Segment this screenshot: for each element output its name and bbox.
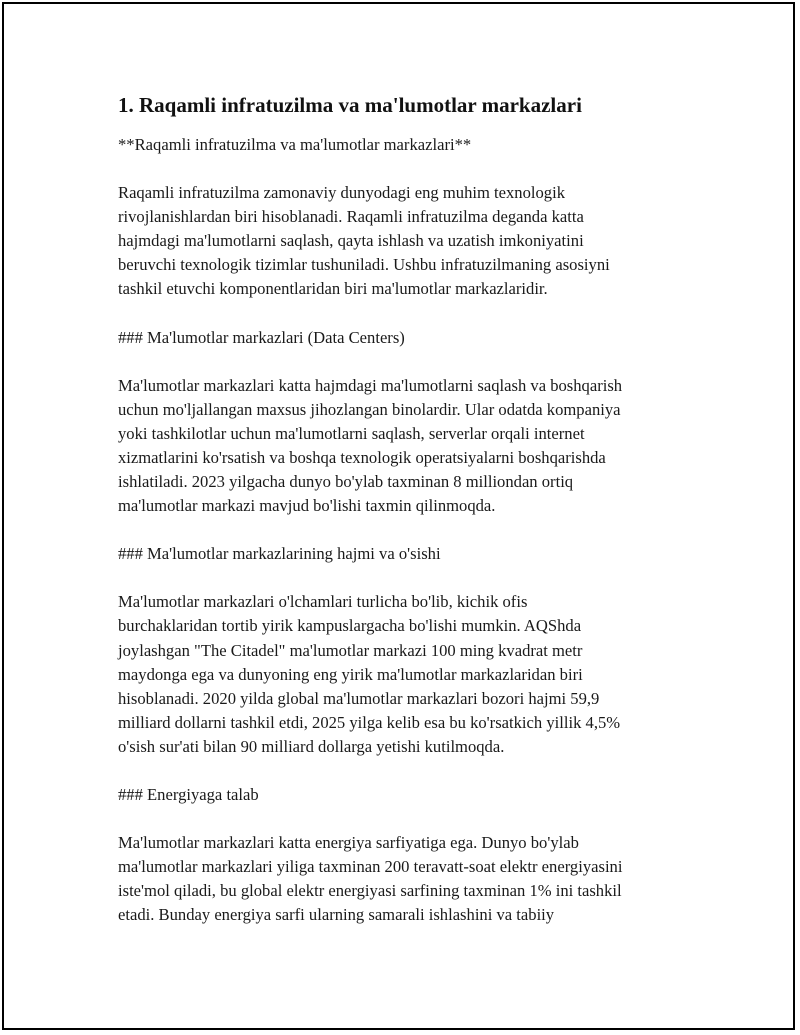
paragraph-line: hajmdagi ma'lumotlarni saqlash, qayta ishlash va uzatish imkoniyatini — [118, 231, 584, 251]
paragraph-line: o'sish sur'ati bilan 90 milliard dollarga yetishi kutilmoqda. — [118, 736, 505, 756]
paragraph-energy — [118, 831, 698, 927]
paragraph-line: maydonga ega va dunyoning eng yirik ma'lumotlar markazlaridan biri — [118, 664, 583, 684]
heading-text: ### Ma'lumotlar markazlari (Data Centers) — [118, 327, 405, 347]
section-heading-energy — [118, 783, 698, 807]
paragraph-line: burchaklaridan tortib yirik kampuslargacha bo'lishi mumkin. AQShda — [118, 616, 582, 636]
paragraph-line: ma'lumotlar markazlari yiliga taxminan 200 teravatt-soat elektr energiyasini — [118, 857, 623, 877]
paragraph-line: xizmatlarini ko'rsatish va boshqa texnologik operatsiyalarni boshqarishda — [118, 447, 606, 467]
paragraph-line: yoki tashkilotlar uchun ma'lumotlarni saqlash, serverlar orqali internet — [118, 423, 585, 443]
paragraph-size-growth — [118, 590, 698, 759]
bold-markdown-line — [118, 133, 698, 157]
document-title: 1. Raqamli infratuzilma va ma'lumotlar markazlari — [118, 93, 582, 117]
paragraph-line: Ma'lumotlar markazlari katta energiya sarfiyatiga ega. Dunyo bo'ylab — [118, 833, 579, 853]
paragraph-line: Ma'lumotlar markazlari katta hajmdagi ma'lumotlarni saqlash va boshqarish — [118, 375, 623, 395]
section-heading-data-centers — [118, 326, 698, 350]
paragraph-line: milliard dollarni tashkil etdi, 2025 yilga kelib esa bu ko'rsatkich yillik 4,5% — [118, 712, 621, 732]
section-heading-size-growth — [118, 542, 698, 566]
paragraph-line: iste'mol qiladi, bu global elektr energiyasi sarfining taxminan 1% ini tashkil — [118, 881, 622, 901]
paragraph-line: uchun mo'ljallangan maxsus jihozlangan binolardir. Ular odatda kompaniya — [118, 399, 621, 419]
paragraph-line: ma'lumotlar markazi mavjud bo'lishi taxmin qilinmoqda. — [118, 496, 496, 516]
heading-text: ### Ma'lumotlar markazlarining hajmi va o'sishi — [118, 544, 441, 564]
paragraph-line: Ma'lumotlar markazlari o'lchamlari turlicha bo'lib, kichik ofis — [118, 592, 528, 612]
paragraph-line: hisoblanadi. 2020 yilda global ma'lumotlar markazlari bozori hajmi 59,9 — [118, 688, 600, 708]
paragraph-line: rivojlanishlardan biri hisoblanadi. Raqamli infratuzilma deganda katta — [118, 207, 584, 227]
document-body — [118, 91, 698, 927]
paragraph-line: joylashgan "The Citadel" ma'lumotlar markazi 100 ming kvadrat metr — [118, 640, 583, 660]
subtitle-text: **Raqamli infratuzilma va ma'lumotlar markazlari** — [118, 135, 472, 154]
paragraph-data-centers — [118, 374, 698, 519]
paragraph-line: ishlatiladi. 2023 yilgacha dunyo bo'ylab taxminan 8 milliondan ortiq — [118, 472, 574, 492]
paragraph-line: etadi. Bunday energiya sarfi ularning samarali ishlashini va tabiiy — [118, 905, 555, 925]
paragraph-line: Raqamli infratuzilma zamonaviy dunyodagi eng muhim texnologik — [118, 183, 566, 203]
paragraph-intro — [118, 181, 698, 301]
paragraph-line: beruvchi texnologik tizimlar tushuniladi. Ushbu infratuzilmaning asosiyni — [118, 255, 610, 275]
heading-text: ### Energiyaga talab — [118, 784, 259, 804]
paragraph-line: tashkil etuvchi komponentlaridan biri ma'lumotlar markazlaridir. — [118, 279, 548, 299]
